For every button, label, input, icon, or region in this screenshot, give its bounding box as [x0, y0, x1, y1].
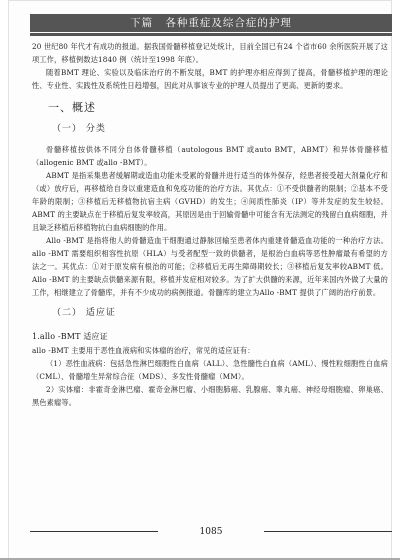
footer-rule-left	[30, 531, 158, 532]
page-footer	[30, 525, 392, 539]
list-item-solid-tumor: 2）实体瘤：非霍奇金淋巴瘤、霍奇金淋巴瘤、小细胞肺癌、乳腺癌、睾丸癌、神经母细胞瘤、卵巢癌、黑色素瘤等。	[32, 385, 388, 407]
heading-allo-bmt-indications: 1.allo -BMT 适应证	[32, 332, 108, 341]
paragraph-indications-intro: allo -BMT 主要用于恶性血液病和实体瘤的治疗，常见的适应证有：	[32, 346, 255, 355]
subsection-heading-classification: （一） 分类	[52, 124, 106, 134]
paragraph-intro-1: 20 世纪80 年代才有成功的报道。据我国骨髓移植登记处统计，目前全国已有24 个省市60 余所医院开展了这项工作，移植例数达1840 例（统计至1998 年底）。	[32, 42, 388, 64]
body-text	[32, 40, 388, 409]
paragraph-classification: 骨髓移植按供体不同分自体骨髓移植（autologous BMT 或auto BMT，ABMT）和异体骨髓移植（allogenic BMT 或allo -BMT）。	[32, 145, 388, 167]
section-heading-overview: 一、概述	[48, 101, 96, 114]
paragraph-intro-2: 随着BMT 理论、实验以及临床治疗的不断发展，BMT 的护理亦相应得到了提高，骨髓移植护理的理论性、专业性、实践性及系统性日趋增强，因此对从事该专业的护理人员提出了更高、更新的要求。	[32, 68, 388, 90]
header-rule	[30, 33, 392, 36]
footer-rule-right	[264, 531, 392, 532]
header-part: 下篇	[130, 17, 154, 29]
paragraph-allo-bmt: Allo -BMT 是指将他人的骨髓造血干细胞通过静脉回输至患者体内重建骨髓造血功能的一种治疗方法。allo -BMT 需要组织相容性抗原（HLA）与受者配型一致的供髓者，是根治白血病等恶性肿瘤最有希望的方法之一。其优点：①对于原发病有根治的可能；②移植后无再生障碍期较长；③移植后复发率较ABMT 低。Allo -BMT 的主要缺点供髓来源有限，移植并发症相对较多。为了扩大供髓的来源，近年来国内外做了大量的工作，相继建立了骨髓库，并有不少成功的病例报道。骨髓库的建立为Allo -BMT 提供了广阔的治疗前景。	[32, 236, 388, 297]
header-chapter: 各种重症及综合症的护理	[165, 17, 292, 29]
page-number: 1085	[199, 527, 223, 537]
paragraph-abmt: ABMT 是指采集患者缓解期或造血功能未受累的骨髓并进行适当的体外保存，经患者接受超大剂量化疗和（或）放疗后，再移植给自身以重建造血和免疫功能的治疗方法。其优点：①不受供髓者的限制；②基本不受年龄的限制；③移植后无移植物抗宿主病（GVHD）的发生；④间质性肺炎（IP）等并发症的发生较轻。ABMT 的主要缺点在于移植后复发率较高，其原因是由于回输骨髓中可能含有无法测定的残留白血病细胞，并且缺乏移植后移植物抗白血病细胞的作用。	[32, 171, 388, 232]
page-header	[30, 14, 392, 32]
list-item-malignant-blood: （1）恶性血液病：包括急性淋巴细胞性白血病（ALL）、急性髓性白血病（AML）、慢性粒细胞性白血病（CML）、骨髓增生异常综合征（MDS）、多发性骨髓瘤（MM）。	[32, 359, 388, 381]
subsection-heading-indications: （二） 适应证	[52, 308, 116, 318]
